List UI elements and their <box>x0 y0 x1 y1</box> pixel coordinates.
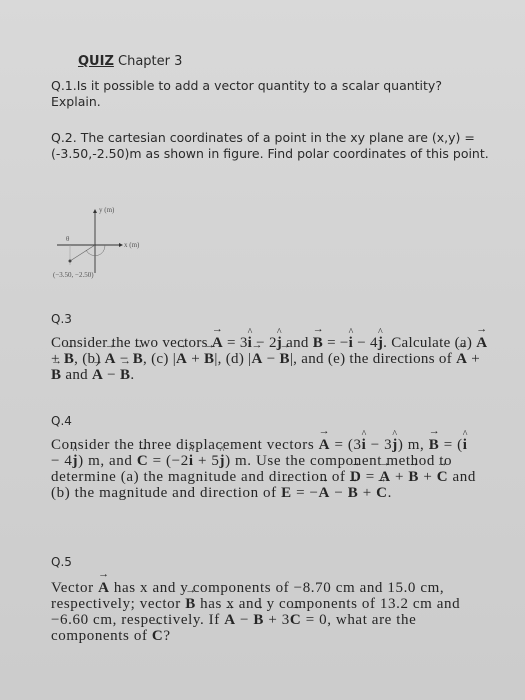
angle-label: θ <box>66 235 70 243</box>
x-axis-arrow <box>119 243 123 247</box>
question-5: Vector → A has x and y components of −8.70 cm and 15.0 cm, respectively; vector → B has x and y components of 13.2 cm and −6.60 cm, respectively. If → A − → B + 3→ C = 0, what are the components of → C? <box>51 580 479 644</box>
y-axis-label: y (m) <box>99 206 115 214</box>
vector-a: → A <box>212 335 223 351</box>
quiz-title <box>78 54 182 70</box>
vector-d: → D <box>350 469 361 485</box>
position-vector <box>70 245 95 261</box>
question-4: Consider the three displacement vectors → A = (3^ i − 3^ j) m, → B = (^ i − 4^ j) m, and → C = (−2^ i + 5^ j) m. Use the component method to determine (a) the magnitude and direction of → D = → A + → B + → C and (b) the magnitude and direction of → E = −→ A − → B + → C. <box>51 437 479 501</box>
point-marker <box>69 260 72 263</box>
coordinate-figure <box>53 203 143 283</box>
question-3-label: Q.3 <box>51 312 72 326</box>
question-3: Consider the two vectors → A = 3^ i − 2^ j and → B = −^ i − 4^ j. Calculate (a) → A + → B, (b) → A − → B, (c) |→ A + → B|, (d) |→ A − → B|, and (e) the directions of → A + → B and → A − → B. <box>51 335 491 383</box>
quiz-title-chapter: Chapter 3 <box>113 54 183 69</box>
angle-arc <box>86 245 105 256</box>
question-4-label: Q.4 <box>51 414 72 428</box>
vector-b: → B <box>313 335 323 351</box>
vector-e: → E <box>281 485 292 501</box>
x-axis-label: x (m) <box>124 241 140 249</box>
point-coordinate-label: (−3.50, −2.50) <box>53 271 94 279</box>
question-5-label: Q.5 <box>51 555 72 569</box>
vector-c: → C <box>137 453 148 469</box>
y-axis-arrow <box>93 209 97 213</box>
quiz-title-quiz: QUIZ <box>78 54 114 69</box>
question-2: Q.2. The cartesian coordinates of a point in the xy plane are (x,y) = (-3.50,-2.50)m as shown in figure. Find polar coordinates of this point. <box>51 130 489 161</box>
question-1: Q.1.Is it possible to add a vector quantity to a scalar quantity? Explain. <box>51 78 442 109</box>
